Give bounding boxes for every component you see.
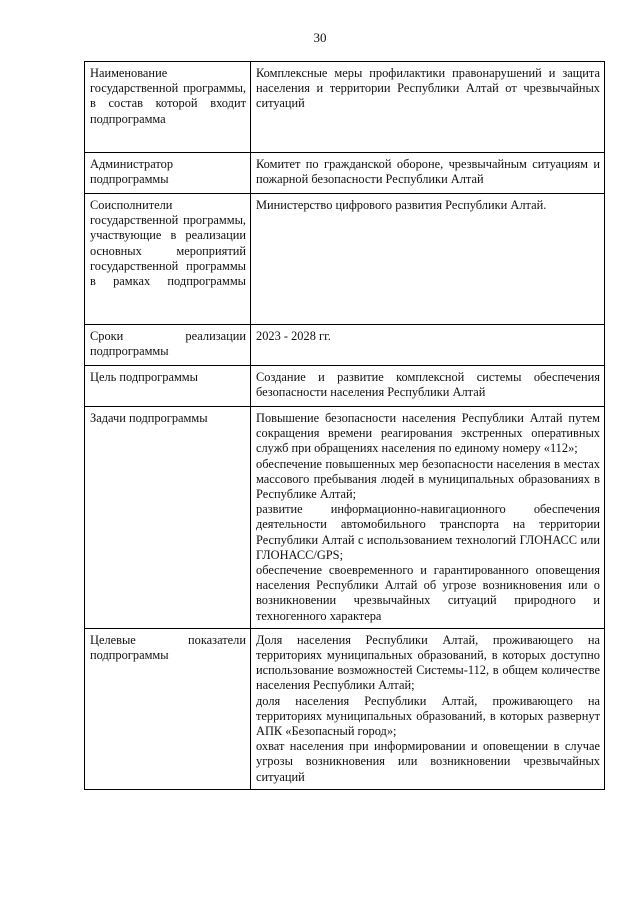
page-number: 30 bbox=[313, 30, 327, 45]
row-label-tasks: Задачи подпрограммы bbox=[85, 407, 251, 629]
value-paragraph: 2023 - 2028 гг. bbox=[256, 329, 331, 343]
value-paragraph: Доля населения Республики Алтай, проживающего на территориях муниципальных образований, в которых доступно использование возможностей Системы-112, в общем количестве населения Республики Алтай; bbox=[256, 632, 600, 693]
value-paragraph: обеспечение своевременного и гарантированного оповещения населения Республики Алтай об угрозе возникновения или о возникновении чрезвычайных ситуаций природного и техногенного характера bbox=[256, 563, 600, 623]
row-label-indicators: Целевые показатели подпрограммы bbox=[85, 628, 251, 789]
table-row bbox=[85, 194, 605, 325]
value-paragraph: Комитет по гражданской обороне, чрезвычайным ситуациям и пожарной безопасности Республики Алтай bbox=[256, 157, 600, 187]
table-row bbox=[85, 407, 605, 629]
value-paragraph: Комплексные меры профилактики правонарушений и защита населения и территории Республики Алтай от чрезвычайных ситуаций bbox=[256, 66, 600, 111]
subprogram-passport-table bbox=[84, 61, 605, 790]
value-paragraph: доля населения Республики Алтай, проживающего на территориях муниципальных образований, в которых развернут АПК «Безопасный город»; bbox=[256, 693, 600, 739]
row-value-tasks bbox=[251, 407, 605, 629]
row-value-program-name bbox=[251, 62, 605, 153]
value-paragraph: Министерство цифрового развития Республики Алтай. bbox=[256, 198, 547, 212]
table-row bbox=[85, 366, 605, 407]
value-paragraph: Создание и развитие комплексной системы обеспечения безопасности населения Республики Алтай bbox=[256, 370, 600, 400]
row-label-period: Сроки реализации подпрограммы bbox=[85, 325, 251, 366]
value-paragraph: обеспечение повышенных мер безопасности населения в местах массового пребывания людей в муниципальных образованиях в Республике Алтай; bbox=[256, 456, 600, 502]
row-value-period bbox=[251, 325, 605, 366]
row-label-coexecutors: Соисполнители государственной программы, участвующие в реализации основных мероприятий государственной программы в рамках подпрограммы bbox=[85, 194, 251, 325]
table-row bbox=[85, 628, 605, 789]
row-label-administrator: Администратор подпрограммы bbox=[85, 153, 251, 194]
table-row bbox=[85, 153, 605, 194]
value-paragraph: Повышение безопасности населения Республики Алтай путем сокращения времени реагирования экстренных оперативных служб при обращениях населения по единому номеру «112»; bbox=[256, 411, 600, 456]
value-paragraph: охват населения при информировании и оповещении в случае угрозы возникновения или возникновении чрезвычайных ситуаций bbox=[256, 739, 600, 784]
value-paragraph: развитие информационно-навигационного обеспечения деятельности автомобильного транспорта на территории Республики Алтай с использованием технологий ГЛОНАСС или ГЛОНАСС/GPS; bbox=[256, 502, 600, 562]
row-label-goal: Цель подпрограммы bbox=[85, 366, 251, 407]
table-row bbox=[85, 62, 605, 153]
row-value-indicators bbox=[251, 628, 605, 789]
table-row bbox=[85, 325, 605, 366]
row-value-goal bbox=[251, 366, 605, 407]
row-value-coexecutors bbox=[251, 194, 605, 325]
row-value-administrator bbox=[251, 153, 605, 194]
row-label-program-name: Наименование государственной программы, в состав которой входит подпрограмма bbox=[85, 62, 251, 153]
